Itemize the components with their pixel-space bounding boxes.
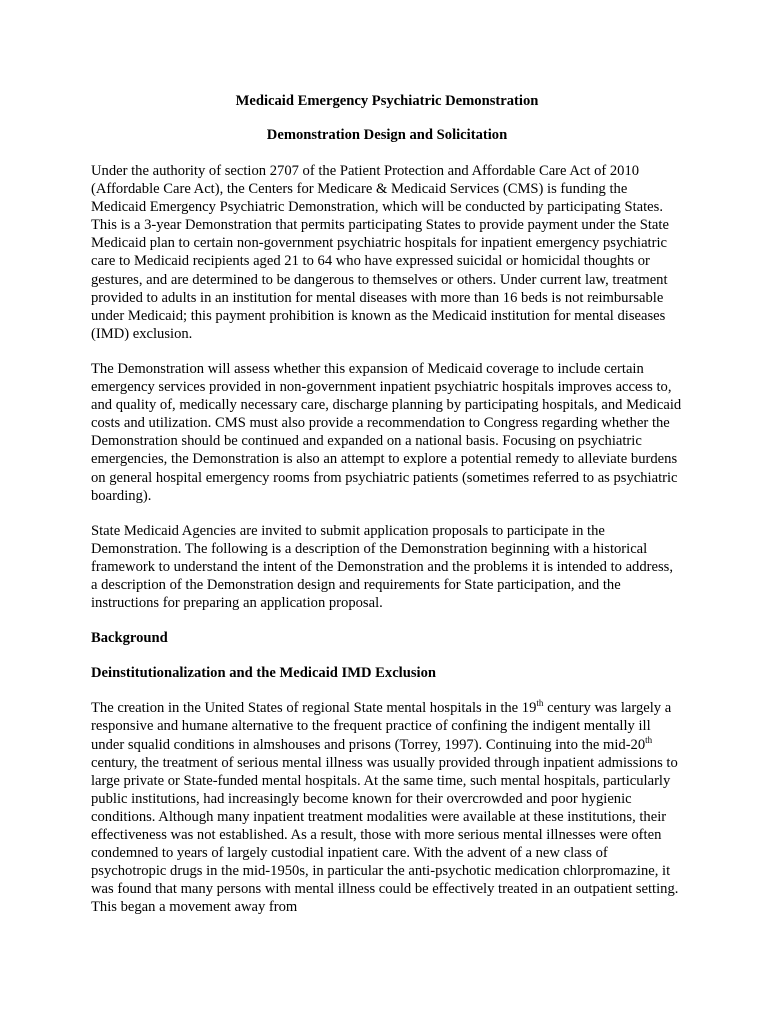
- paragraph-history: [91, 699, 683, 916]
- paragraph-authority: Under the authority of section 2707 of the Patient Protection and Affordable Care Act of 2010 (Affordable Care Act), the Centers for Medicare & Medicaid Services (CMS) is funding the Medicaid Emergency Psychiatric Demonstration, which will be conducted by participating States. This is a 3-year Demonstration that permits participating States to provide payment under the State Medicaid plan to certain non-government psychiatric hospitals for inpatient emergency psychiatric care to Medicaid recipients aged 21 to 64 who have expressed suicidal or homicidal thoughts or gestures, and are determined to be dangerous to themselves or others. Under current law, treatment provided to adults in an institution for mental diseases with more than 16 beds is not reimbursable under Medicaid; this payment prohibition is known as the Medicaid institution for mental diseases (IMD) exclusion.: [91, 163, 669, 342]
- heading-background: Background: [91, 630, 168, 647]
- paragraph-invitation: State Medicaid Agencies are invited to submit application proposals to participate in the Demonstration. The following is a description of the Demonstration beginning with a historical framework to understand the intent of the Demonstration and the problems it is intended to address, a description of the Demonstration design and requirements for State participation, and the instructions for preparing an application proposal.: [91, 522, 673, 612]
- document-subtitle: Demonstration Design and Solicitation: [266, 127, 508, 143]
- paragraph-assessment: The Demonstration will assess whether this expansion of Medicaid coverage to include certain emergency services provided in non-government inpatient psychiatric hospitals improves access to, and quality of, medically necessary care, discharge planning by participating hospitals, and Medicaid costs and utilization. CMS must also provide a recommendation to Congress regarding whether the Demonstration should be continued and expanded on a national basis. Focusing on psychiatric emergencies, the Demonstration is also an attempt to explore a potential remedy to alleviate burdens on general hospital emergency rooms from psychiatric patients (sometimes referred to as psychiatric boarding).: [91, 360, 682, 504]
- document-page: [91, 92, 683, 933]
- history-text-part3: century, the treatment of serious mental illness was usually provided through inpatient admissions to large private or State-funded mental hospitals. At the same time, such mental hospitals, particularly public institutions, had increasingly become known for their overcrowded and poor hygienic conditions. Although many inpatient treatment modalities were available at these institutions, their effectiveness was not established. As a result, those with more serious mental illnesses were often condemned to years of largely custodial inpatient care. With the advent of a new class of psychotropic drugs in the mid-1950s, in particular the anti-psychotic medication chlorpromazine, it was found that many persons with mental illness could be effectively treated in an outpatient setting. This began a movement away from: [91, 754, 679, 916]
- history-sup-20th: th: [645, 734, 653, 745]
- history-sup-19th: th: [536, 698, 544, 709]
- document-title: Medicaid Emergency Psychiatric Demonstration: [235, 93, 539, 109]
- history-text-part2: century was largely a responsive and humane alternative to the frequent practice of confining the indigent mentally ill under squalid conditions in almshouses and prisons (Torrey, 1997). Continuing into the mid-20: [91, 700, 672, 753]
- history-text-part1: The creation in the United States of regional State mental hospitals in the 19: [91, 700, 537, 717]
- heading-deinstitutionalization: Deinstitutionalization and the Medicaid IMD Exclusion: [91, 665, 437, 682]
